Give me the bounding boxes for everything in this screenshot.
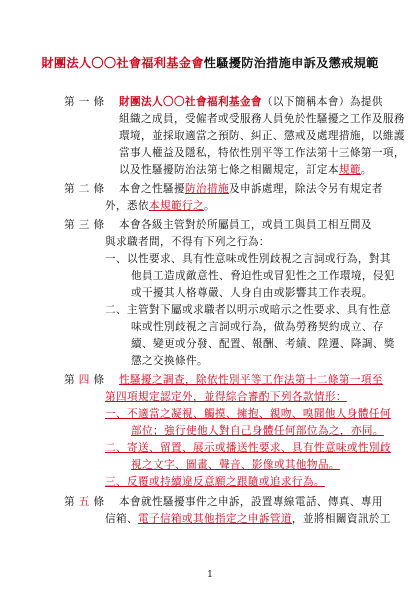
article-1-line-4: 當事人權益及隱私，特依性別平等工作法第十三條第一項， bbox=[119, 147, 405, 159]
article-2-line-1: 本會之性騷擾防治措施及申訴處理，除法令另有規定者 bbox=[119, 183, 383, 195]
article-3-line-3: 一、以性要求、具有性意味或性別歧視之言詞或行為，對其 bbox=[105, 253, 391, 265]
title-organization: 財團法人〇〇社會福利基金會 bbox=[41, 56, 204, 70]
article-1-mark: 規範 bbox=[338, 164, 361, 176]
article-4-label: 第 四 條 bbox=[64, 374, 105, 386]
article-2-mark-1: 防治措施 bbox=[184, 183, 229, 195]
article-1-org: 財團法人〇〇社會福利基金會 bbox=[119, 96, 262, 108]
article-3-line-4: 他員工造成敵意性、脅迫性或冒犯性之工作環境，侵犯 bbox=[131, 270, 395, 282]
article-1-line-1: 財團法人〇〇社會福利基金會（以下簡稱本會）為提供 bbox=[119, 96, 383, 108]
article-3-line-6: 二、主管對下屬或求職者以明示或暗示之性要求、具有性意 bbox=[105, 304, 391, 316]
article-4-line-3: 一、不適當之凝視、觸摸、擁抱、親吻、嗅聞他人身體任何 bbox=[105, 408, 391, 420]
article-3-line-7: 味或性別歧視之言詞或行為，做為勞務契約成立、存 bbox=[131, 321, 384, 333]
article-2-label: 第 二 條 bbox=[64, 183, 105, 195]
article-5-mark: 電子信箱或其他指定之申訴管道 bbox=[137, 513, 292, 525]
article-2-mark-2: 本規範行之 bbox=[148, 200, 204, 212]
article-4-line-1: 性騷擾之調查，除依性別平等工作法第十二條第一項至 bbox=[119, 374, 383, 386]
article-1-line-2: 組織之成員，受僱者或受服務人員免於性騷擾之工作及服務 bbox=[119, 113, 405, 125]
article-3-label: 第 三 條 bbox=[64, 219, 105, 231]
article-3-line-9: 懲之交換條件。 bbox=[131, 355, 208, 367]
article-1-line-5: 以及性騷擾防治法第七條之相關規定，訂定本規範。 bbox=[119, 164, 372, 176]
article-5-number: 五 bbox=[78, 496, 90, 508]
article-4-line-2: 第四項規定認定外，並得綜合審酌下列各款情形： bbox=[105, 391, 347, 403]
article-4-line-7: 三、反覆或持續違反意願之跟隨或追求行為。 bbox=[105, 476, 325, 488]
article-4-line-6: 視之文字、圖畫、聲音、影像或其他物品。 bbox=[131, 459, 340, 471]
document-title bbox=[0, 54, 420, 71]
page-number: 1 bbox=[207, 570, 213, 580]
title-text: 性騷擾防治措施申訴及懲戒規範 bbox=[203, 56, 379, 70]
article-5-line-2: 信箱、電子信箱或其他指定之申訴管道，並將相關資訊於工 bbox=[105, 513, 391, 525]
article-5-line-1: 本會就性騷擾事件之申訴，設置專線電話、傳真、專用 bbox=[119, 496, 383, 508]
article-4-line-5: 二、寄送、留置、展示或播送性要求、具有性意味或性別歧 bbox=[105, 442, 391, 454]
article-4-line-4: 部位；強行使他人對自己身體任何部位為之，亦同。 bbox=[131, 425, 384, 437]
article-1-label: 第 一 條 bbox=[64, 96, 105, 108]
article-3-line-8: 續、變更或分發、配置、報酬、考績、陞遷、降調、獎 bbox=[131, 338, 395, 350]
article-3-line-5: 或干擾其人格尊嚴、人身自由或影響其工作表現。 bbox=[131, 287, 373, 299]
article-3-line-1: 本會各級主管對於所屬員工，或員工與員工相互間及 bbox=[119, 219, 372, 231]
article-3-line-2: 與求職者間，不得有下列之行為： bbox=[105, 236, 270, 248]
article-5-label: 第 五 條 bbox=[64, 496, 105, 508]
article-1-line-3: 環境，並採取適當之預防、糾正、懲戒及處理措施，以維護 bbox=[119, 130, 405, 142]
article-4-number: 四 bbox=[78, 374, 90, 386]
article-2-line-2: 外，悉依本規範行之。 bbox=[105, 200, 215, 212]
